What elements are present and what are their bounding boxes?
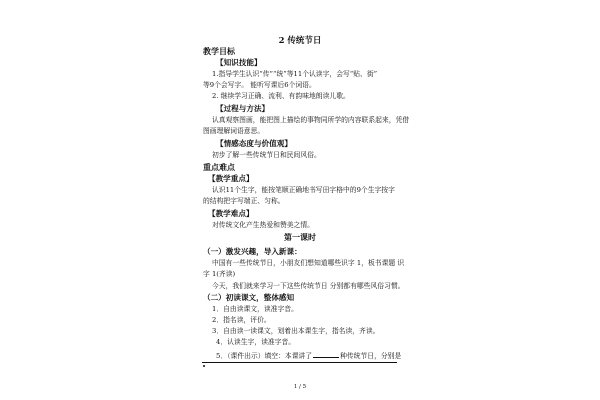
fill-blank-line [313,351,339,358]
subheading-difficulty: 【教学难点】 [208,209,254,218]
section-heading-keypoints: 重点难点 [203,162,235,172]
list-item: 4．认读生字，读准字音。 [216,338,296,346]
paragraph-line: 2. 继续学习正确、流利、有韵味地朗读儿歌。 [212,92,350,100]
bullet-dot [203,365,205,367]
list-item: 3．自由读一读课文，划着出本课生字，指名读，齐读。 [212,327,380,335]
paragraph-line: 对传统文化产生热爱和赞美之情。 [212,221,314,229]
list-item: 2．指名读，评价。 [212,316,271,324]
fill-blank-text: 种传统节日，分别是 [340,352,402,360]
lesson-heading: 第一课时 [284,232,316,242]
document-title: 2 传统节日 [278,36,322,46]
paragraph-line: 1.指导学生认识“传”“统”等11个认读字，会写“贴、街” [212,70,378,78]
paragraph-line: 认识11个生字，能按笔顺正确地书写田字格中的9个生字按字 [212,186,395,194]
list-item-fill-blank [216,351,401,360]
paragraph-line: 字 1(齐读) [203,270,236,278]
page-number: 1 / 5 [293,384,307,390]
paragraph-line: 今天，我们就来学习一下这些传统节日 分别都有哪些风俗习惯。 [212,282,405,290]
subheading-intro: （一）激发兴趣，导入新课： [203,247,302,256]
subheading-emotion: 【情感态度与价值观】 [216,139,292,148]
subheading-reading: （二）初读课文，整体感知 [203,293,295,302]
paragraph-line: 的结构把字写端正、匀称。 [203,197,285,205]
fill-blank-text: 5．（课件出示）填空：本课讲了 [216,352,313,360]
list-item: 1．自由读课文，读准字音。 [212,305,298,313]
paragraph-line: 图画理解词语意思。 [203,127,265,135]
subheading-process: 【过程与方法】 [216,104,270,113]
section-heading-goals: 教学目标 [203,46,235,56]
paragraph-line: 中国有一些传统节日，小朋友们想知道哪些识字 1，板书课题 识 [212,259,405,267]
paragraph-line: 等9个会写字。 能听写课后6个词语。 [203,81,316,89]
subheading-focus: 【教学重点】 [208,174,254,183]
page-divider [202,362,397,363]
paragraph-line: 初步了解一些传统节日和民间风俗。 [212,151,321,159]
paragraph-line: 认真观察图画，能把图上描绘的事物同所学的内容联系起来，凭借 [212,116,410,124]
subheading-knowledge: 【知识技能】 [216,58,262,67]
